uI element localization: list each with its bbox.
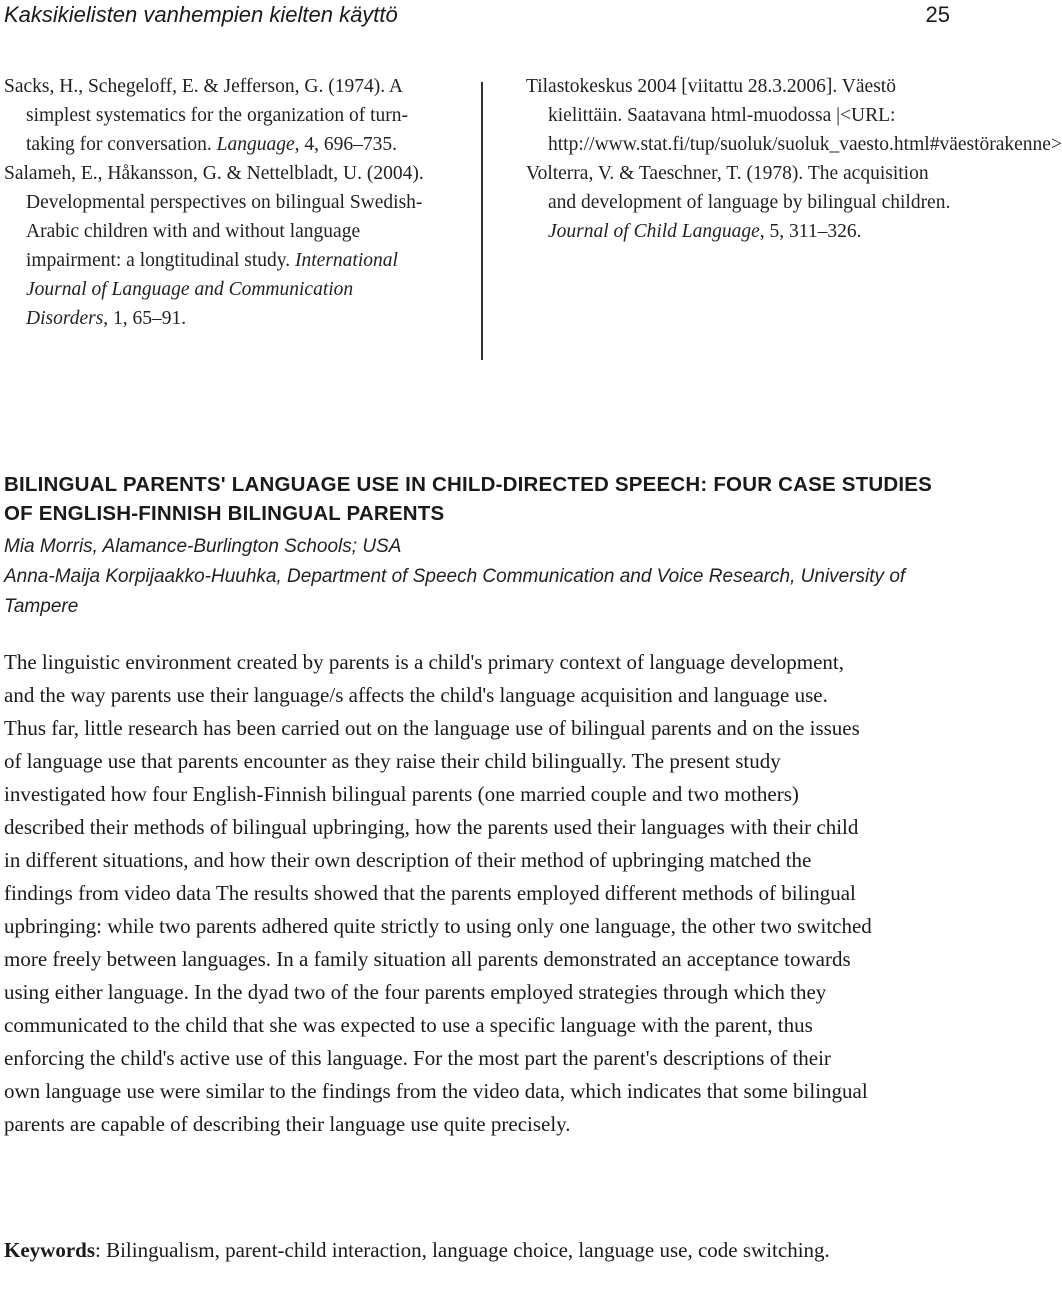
reference-volume-pages: , 4, 696–735. (294, 134, 397, 155)
reference-journal: International Journal of Language and Communication Disorders (26, 250, 398, 329)
keywords (4, 1234, 872, 1267)
reference-text: Tilastokeskus 2004 [viitattu 28.3.2006]. Väestö kielittäin. Saatavana html-muodossa |<URL: http://www.stat.fi/tup/suoluk/suoluk_vaesto.html#väestörakenne> (526, 76, 1062, 155)
reference-entry (526, 72, 1062, 159)
page-number: 25 (925, 2, 950, 27)
article-title: BILINGUAL PARENTS' LANGUAGE USE IN CHILD-DIRECTED SPEECH: FOUR CASE STUDIES OF ENGLISH-FINNISH BILINGUAL PARENTS (4, 473, 933, 525)
keywords-list: : Bilingualism, parent-child interaction, language choice, language use, code switching. (95, 1238, 830, 1262)
author-affiliation: Mia Morris, Alamance-Burlington Schools; USA (4, 536, 402, 557)
references-right-column (526, 72, 1062, 246)
abstract-text: The linguistic environment created by parents is a child's primary context of language development, and the way parents use their language/s affects the child's language acquisition and language use. Thus far, little research has been carried out on the language use of bilingual parents and on the issues of language use that parents encounter as they raise their child bilingually. The present study investigated how four English-Finnish bilingual parents (one married couple and two mothers) described their methods of bilingual upbringing, how the parents used their languages with their child in different situations, and how their own description of their method of upbringing matched the findings from video data The results showed that the parents employed different methods of bilingual upbringing: while two parents adhered quite strictly to using only one language, the other two switched more freely between languages. In a family situation all parents demonstrated an acceptance towards using either language. In the dyad two of the four parents employed strategies through which they communicated to the child that she was expected to use a specific language with the parent, thus enforcing the child's active use of this language. For the most part the parent's descriptions of their own language use were similar to the findings from the video data, which indicates that some bilingual parents are capable of describing their language use quite precisely. (4, 650, 872, 1136)
reference-volume-pages: , 5, 311–326. (759, 221, 862, 242)
reference-text: Salameh, E., Håkansson, G. & Nettelbladt, U. (2004). Developmental perspectives on bilingual Swedish-Arabic children with and without language impairment: a longtitudinal study. (4, 163, 424, 271)
reference-volume-pages: , 1, 65–91. (103, 308, 187, 329)
author-list (4, 532, 944, 622)
running-title: Kaksikielisten vanhempien kielten käyttö (4, 2, 398, 27)
keywords-label: Keywords (4, 1238, 95, 1262)
column-divider (481, 82, 483, 360)
running-header (4, 0, 954, 30)
reference-journal: Journal of Child Language (548, 221, 760, 242)
reference-text: Sacks, H., Schegeloff, E. & Jefferson, G. (1974). A simplest systematics for the organization of turn-taking for conversation. (4, 76, 408, 155)
reference-entry (4, 72, 436, 159)
references-left-column (4, 72, 436, 333)
reference-entry (526, 159, 958, 246)
reference-entry (4, 159, 436, 333)
reference-text: Volterra, V. & Taeschner, T. (1978). The acquisition and development of language by bilingual children. (526, 163, 951, 213)
author-affiliation: Anna-Maija Korpijaakko-Huuhka, Department of Speech Communication and Voice Research, University of Tampere (4, 566, 906, 617)
reference-journal: Language (216, 134, 295, 155)
